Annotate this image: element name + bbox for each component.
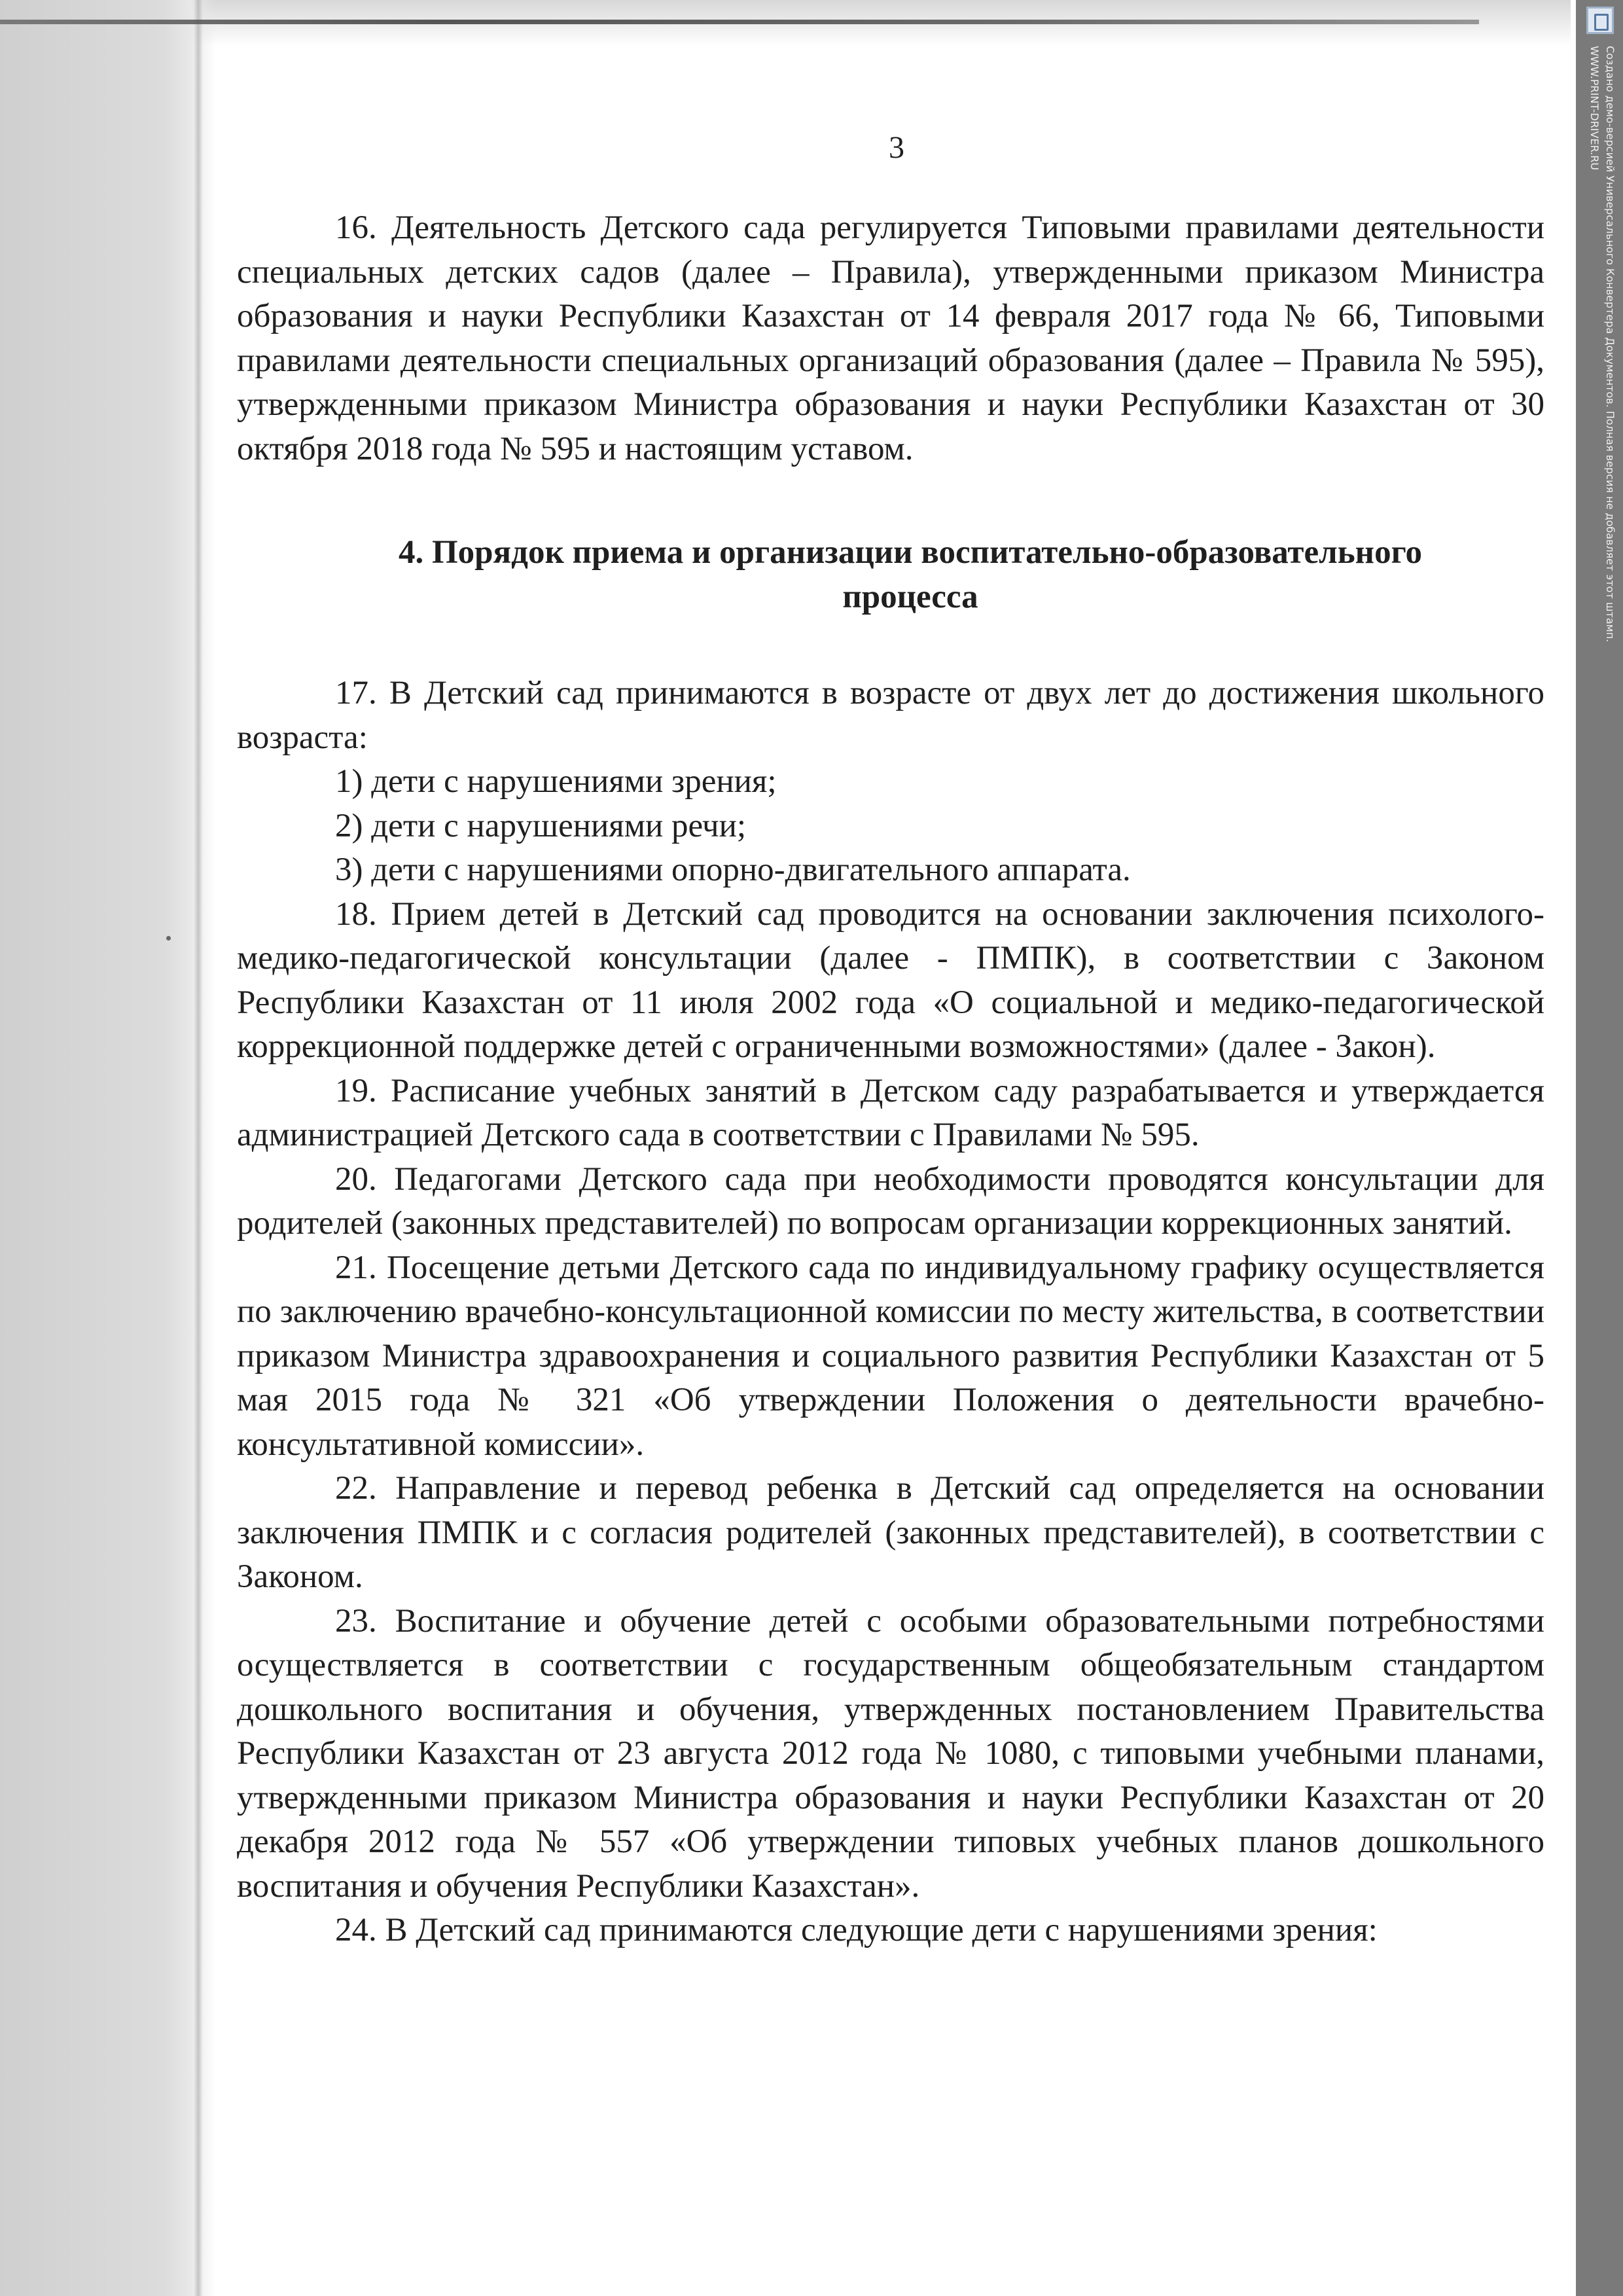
watermark-strip	[1576, 0, 1623, 2296]
section-heading	[237, 531, 1544, 619]
paragraph: 21. Посещение детьми Детского сада по индивидуальному графику осуществляется по заключению врачебно-консультационной комиссии по месту жительства, в соответствии приказом Министра здравоохранения и социального развития Республики Казахстан от 5 мая 2015 года № 321 «Об утверждении Положения о деятельности врачебно-консультативной комиссии».	[237, 1249, 1544, 1463]
paragraph-list	[237, 672, 1544, 1953]
watermark-line-2: WWW.PRINT-DRIVER.RU	[1588, 46, 1601, 170]
paragraph: 23. Воспитание и обучение детей с особыми образовательными потребностями осуществляется в соответствии с государственным общеобязательным стандартом дошкольного воспитания и обучения, утвержденных постановлением Правительства Республики Казахстан от 23 августа 2012 года № 1080, с типовыми учебными планами, утвержденными приказом Министра образования и науки Республики Казахстан от 20 декабря 2012 года № 557 «Об утверждении типовых учебных планов дошкольного воспитания и обучения Республики Казахстан».	[237, 1602, 1544, 1905]
paragraph-16: 16. Деятельность Детского сада регулируется Типовыми правилами деятельности специальных детских садов (далее – Правила), утвержденными приказом Министра образования и науки Республики Казахстан от 14 февраля 2017 года № 66, Типовыми правилами деятельности специальных организаций образования (далее – Правила № 595), утвержденными приказом Министра образования и науки Республики Казахстан от 30 октября 2018 года № 595 и настоящим уставом.	[237, 209, 1544, 467]
paragraph: 24. В Детский сад принимаются следующие дети с нарушениями зрения:	[335, 1912, 1378, 1948]
watermark-text	[1586, 46, 1618, 642]
watermark-line-1: Создано демо-версией Универсального Конвертера Документов. Полная версия не добавляет этот штамп.	[1604, 46, 1616, 643]
scan-fold-line	[194, 0, 203, 2296]
document-body	[237, 206, 1544, 1953]
paragraph: 22. Направление и перевод ребенка в Детский сад определяется на основании заключения ПМПК и с согласия родителей (законных представителей), в соответствии с Законом.	[237, 1470, 1544, 1595]
page-number: 3	[889, 130, 904, 165]
scan-left-shadow	[0, 0, 216, 2296]
list-item: 1) дети с нарушениями зрения;	[335, 763, 777, 800]
paragraph: 17. В Детский сад принимаются в возрасте от двух лет до достижения школьного возраста:	[237, 675, 1544, 756]
section-heading-line-1: 4. Порядок приема и организации воспитательно-образовательного	[399, 534, 1422, 571]
converter-logo-icon	[1586, 7, 1614, 34]
paragraph: 18. Прием детей в Детский сад проводится на основании заключения психолого-медико-педагогической консультации (далее - ПМПК), в соответствии с Законом Республики Казахстан от 11 июля 2002 года «О социальной и медико-педагогической коррекционной поддержке детей с ограниченными возможностями» (далее - Закон).	[237, 895, 1544, 1065]
scan-top-edge-line	[0, 20, 1479, 24]
list-item: 3) дети с нарушениями опорно-двигательного аппарата.	[335, 852, 1131, 888]
paragraph: 20. Педагогами Детского сада при необходимости проводятся консультации для родителей (законных представителей) по вопросам организации коррекционных занятий.	[237, 1160, 1544, 1242]
scan-speck	[166, 936, 171, 941]
list-item: 2) дети с нарушениями речи;	[335, 807, 747, 844]
paragraph: 19. Расписание учебных занятий в Детском саду разрабатывается и утверждается администрацией Детского сада в соответствии с Правилами № 595.	[237, 1072, 1544, 1153]
section-heading-line-2: процесса	[842, 578, 978, 615]
